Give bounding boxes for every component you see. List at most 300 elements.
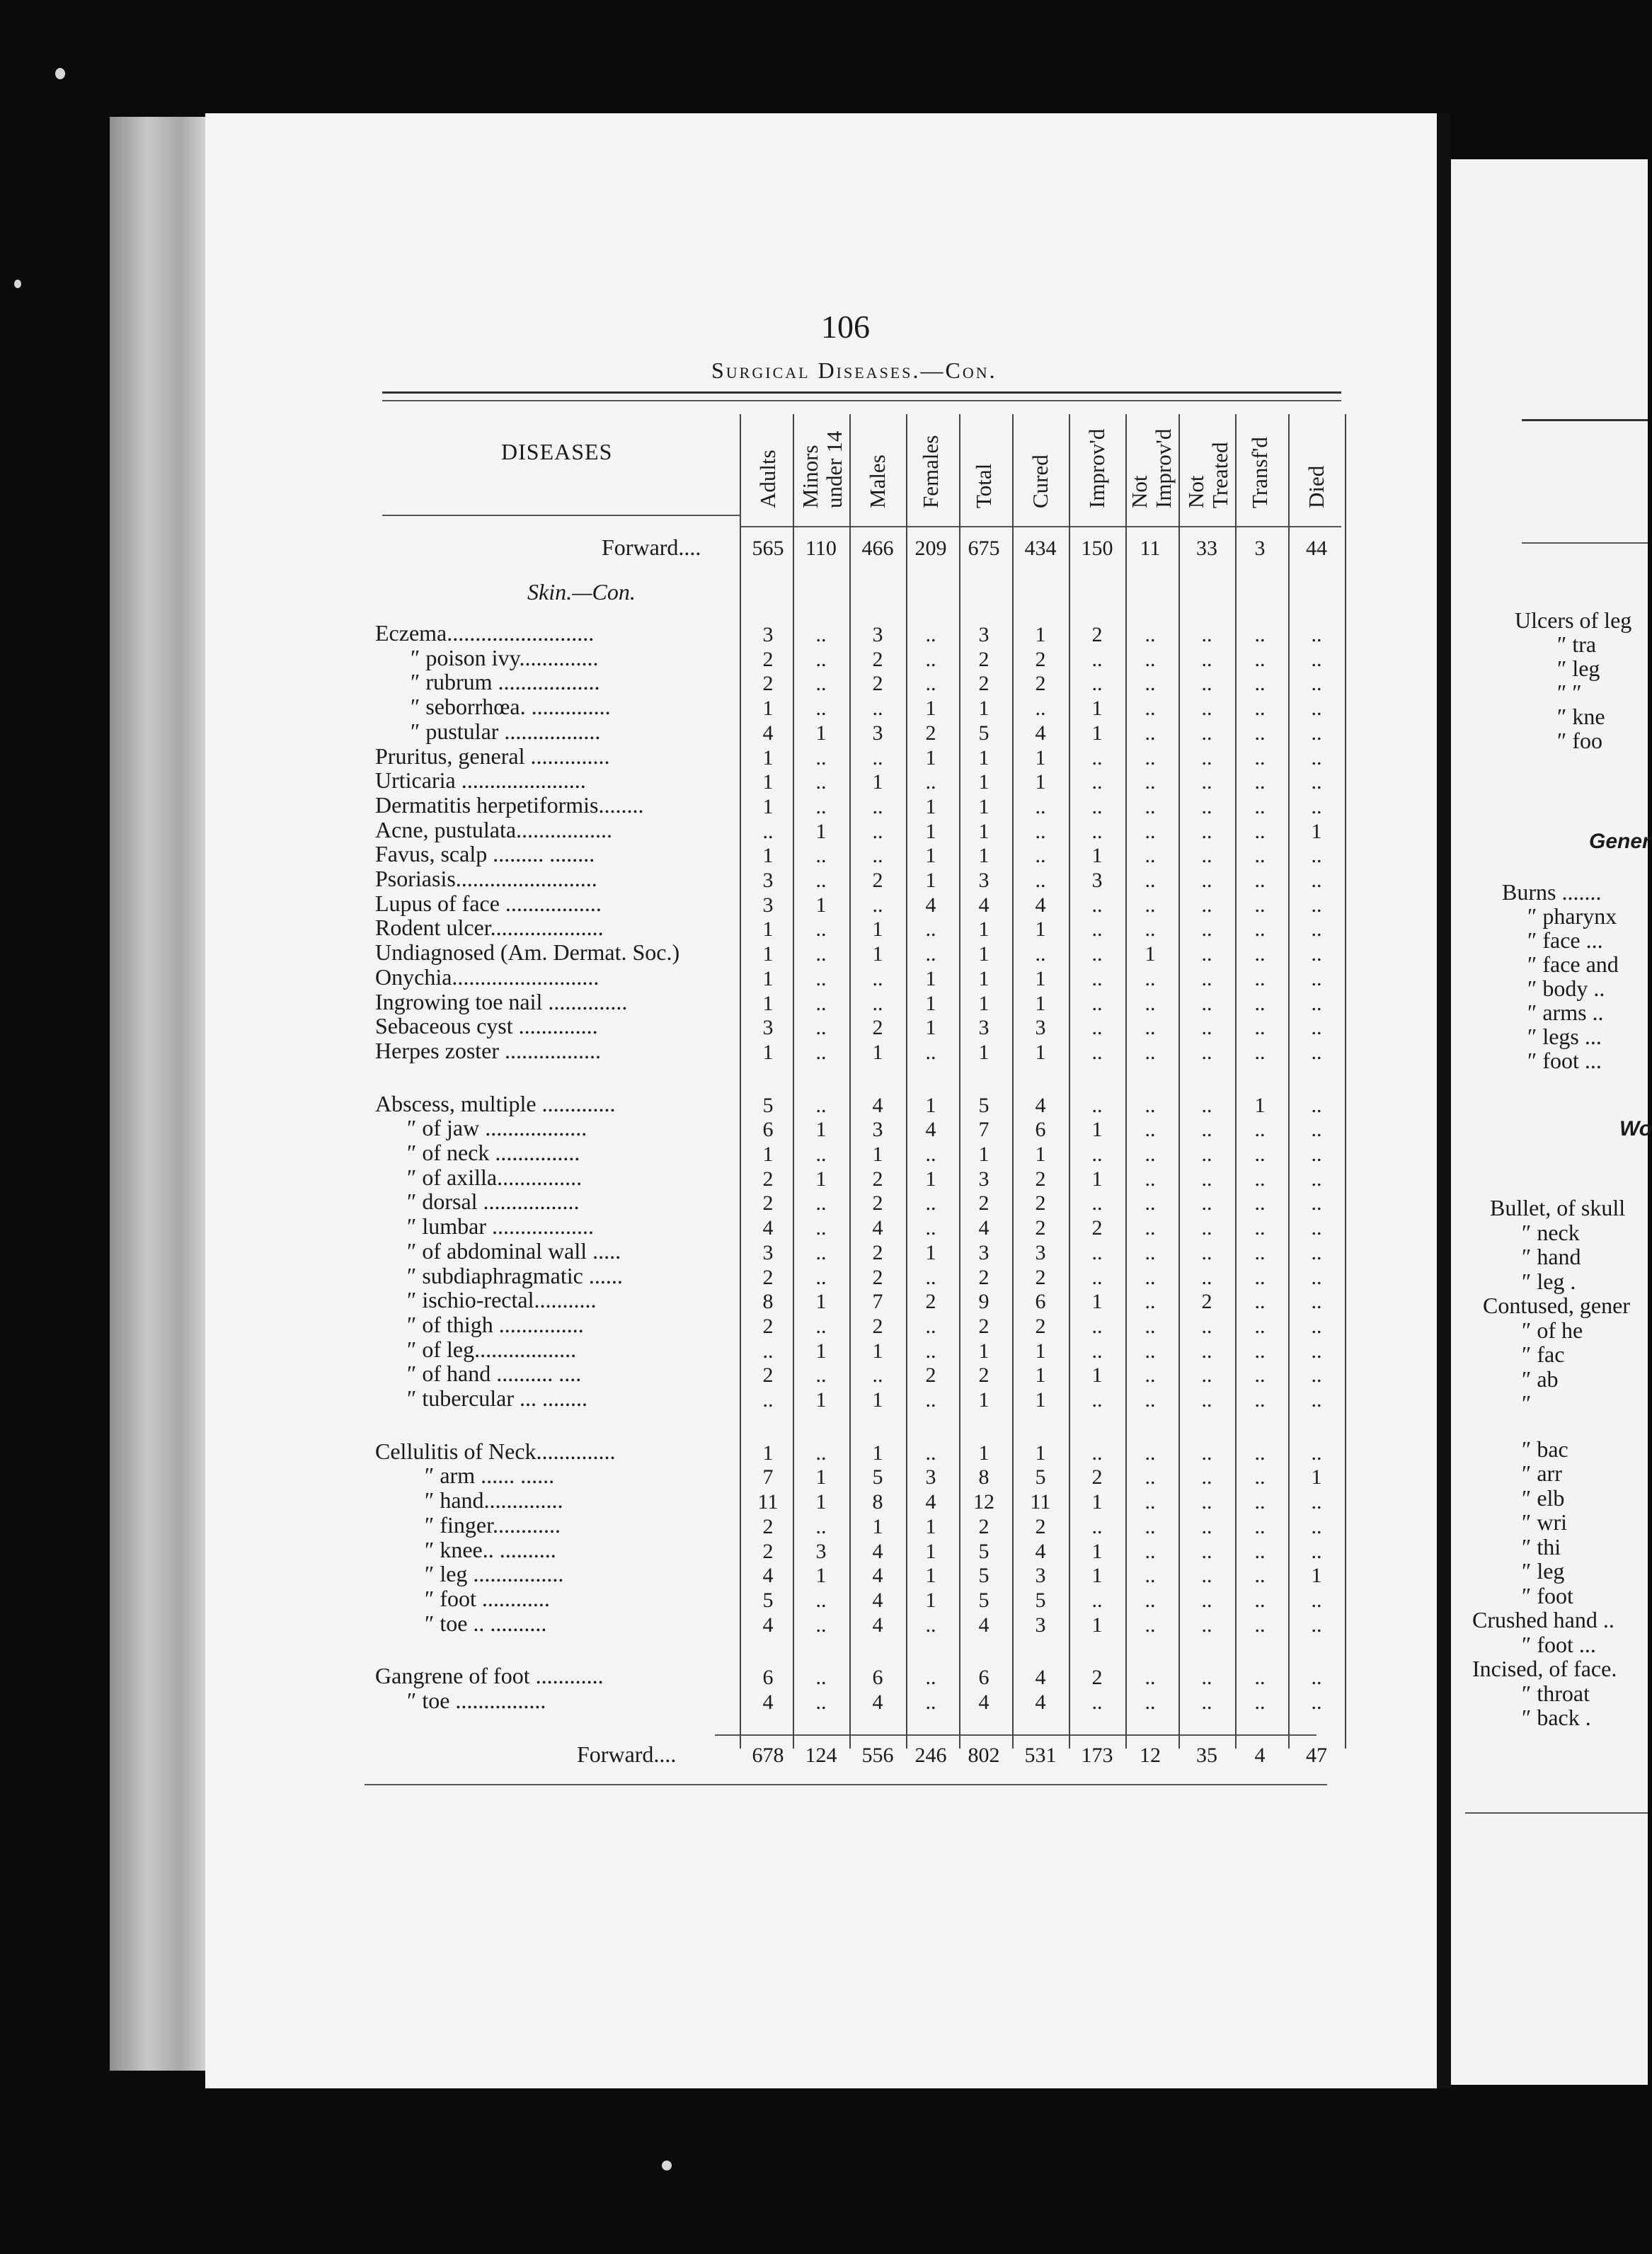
table-cell: 1 (978, 1441, 990, 1465)
dust-speck (662, 2161, 672, 2170)
right-page-line: Bullet, of skull (1490, 1195, 1626, 1220)
table-cell: 1 (815, 819, 827, 843)
table-cell: .. (1311, 1666, 1322, 1690)
table-cell: 1 (925, 1016, 936, 1040)
disease-label: Eczema.......................... (375, 620, 595, 646)
table-cell: .. (815, 869, 827, 892)
table-cell: .. (1145, 672, 1156, 696)
disease-label: ″ of thigh ............... (407, 1311, 584, 1337)
table-cell: 1 (1035, 917, 1046, 942)
table-cell: .. (1254, 991, 1266, 1015)
table-cell: 1 (1091, 1539, 1103, 1563)
table-cell: .. (1201, 893, 1212, 917)
table-cell: 1 (762, 991, 774, 1015)
table-cell: .. (815, 1143, 827, 1166)
top-rule (382, 391, 1341, 394)
table-cell: 1 (1035, 623, 1046, 646)
table-cell: .. (1091, 1191, 1103, 1215)
table-cell: .. (1145, 1388, 1156, 1412)
table-cell: 1 (978, 991, 990, 1015)
right-page-line: ″ foot ... (1522, 1631, 1596, 1657)
table-cell: 2 (978, 1265, 990, 1289)
table-cell: .. (1311, 991, 1322, 1015)
right-page-line: Crushed hand .. (1472, 1607, 1614, 1632)
table-cell: 1 (1311, 1465, 1322, 1489)
table-cell: .. (1254, 1564, 1266, 1588)
right-page-rule (1522, 542, 1648, 544)
table-cell: .. (1254, 770, 1266, 794)
table-cell: .. (1201, 1388, 1212, 1412)
table-cell: 3 (1035, 1564, 1046, 1588)
table-cell: 1 (1091, 1167, 1103, 1191)
table-cell: .. (1091, 819, 1103, 843)
table-cell: .. (1145, 1441, 1156, 1465)
table-cell: 8 (762, 1290, 774, 1314)
disease-label: ″ hand.............. (425, 1487, 563, 1514)
table-cell: .. (1145, 745, 1156, 770)
table-cell: 556 (861, 1744, 894, 1767)
table-cell: 1 (925, 1167, 936, 1191)
table-cell: 2 (762, 1265, 774, 1289)
right-page-line: ″ bac (1522, 1436, 1568, 1462)
table-cell: 7 (762, 1465, 774, 1489)
table-cell: 1 (978, 697, 990, 721)
table-cell: .. (1145, 893, 1156, 917)
table-cell: .. (1091, 1339, 1103, 1363)
table-cell: 4 (1035, 1539, 1046, 1563)
table-cell: 1 (1311, 819, 1322, 843)
table-cell: .. (1254, 1588, 1266, 1612)
right-page-line: Contused, gener (1483, 1293, 1630, 1318)
right-page-subhead: Wo (1619, 1117, 1652, 1140)
table-cell: .. (1311, 1118, 1322, 1142)
disease-label: Abscess, multiple ............. (375, 1090, 616, 1116)
top-rule-inner (382, 400, 1341, 401)
table-cell: 1 (978, 819, 990, 843)
right-page-line: ″ ab (1522, 1366, 1559, 1392)
table-cell: 1 (978, 794, 990, 818)
table-cell: 11 (1030, 1490, 1051, 1514)
table-cell: .. (815, 647, 827, 671)
table-cell: .. (1091, 647, 1103, 671)
column-rule (1288, 414, 1290, 1749)
table-cell: 1 (925, 1240, 936, 1264)
table-cell: .. (872, 844, 883, 868)
table-cell: 1 (815, 1388, 827, 1412)
table-cell: 1 (925, 1564, 936, 1588)
table-cell: 5 (872, 1465, 883, 1489)
table-cell: 2 (872, 1191, 883, 1215)
table-cell: .. (1254, 745, 1266, 770)
table-cell: .. (1201, 647, 1212, 671)
column-rule (1069, 414, 1070, 1749)
disease-label: ″ ischio-rectal........... (407, 1287, 597, 1313)
table-cell: 4 (1035, 1093, 1046, 1117)
table-cell: .. (1311, 672, 1322, 696)
table-cell: 2 (1091, 1666, 1103, 1690)
bottom-total-rule (715, 1734, 1317, 1736)
table-cell: .. (1201, 1363, 1212, 1388)
disease-label: ″ pustular ................. (411, 718, 601, 744)
table-cell: 1 (925, 745, 936, 770)
table-cell: .. (1311, 1339, 1322, 1363)
page-number: 106 (821, 309, 870, 345)
table-cell: 1 (925, 1539, 936, 1563)
table-cell: .. (1091, 1388, 1103, 1412)
table-cell: .. (1091, 942, 1103, 966)
table-cell: 4 (1035, 721, 1046, 745)
column-header: Transf'd (1247, 437, 1272, 508)
table-cell: .. (1145, 966, 1156, 990)
table-cell: 3 (872, 721, 883, 745)
table-cell: 1 (1091, 1290, 1103, 1314)
column-rule (793, 414, 794, 1749)
table-cell: 4 (978, 1690, 990, 1714)
right-page-line: ″ legs ... (1527, 1024, 1602, 1049)
table-cell: .. (1311, 1514, 1322, 1538)
table-cell: 2 (1035, 1216, 1046, 1240)
table-cell: 3 (762, 893, 774, 917)
dust-speck (55, 68, 65, 79)
table-cell: 1 (1035, 1339, 1046, 1363)
table-cell: 1 (925, 869, 936, 892)
table-cell: 4 (762, 1216, 774, 1240)
table-cell: .. (1311, 697, 1322, 721)
table-cell: .. (925, 672, 936, 696)
table-cell: .. (1311, 1690, 1322, 1714)
right-page-line: ″ leg . (1522, 1268, 1576, 1294)
disease-label: Psoriasis......................... (375, 866, 597, 891)
table-cell: .. (1201, 1265, 1212, 1289)
table-cell: .. (1311, 1191, 1322, 1215)
table-cell: 1 (815, 1118, 827, 1142)
table-cell: 5 (978, 1564, 990, 1588)
table-cell: 1 (978, 1339, 990, 1363)
bottom-rule (365, 1784, 1327, 1785)
table-cell: .. (1201, 1666, 1212, 1690)
column-header: Total (971, 463, 996, 508)
table-cell: 2 (925, 721, 936, 745)
table-cell: .. (1091, 1588, 1103, 1612)
table-cell: .. (1145, 1093, 1156, 1117)
disease-label: Lupus of face ................. (375, 890, 602, 916)
table-cell: .. (1201, 1143, 1212, 1166)
column-header: Females (918, 435, 943, 508)
table-cell: 1 (925, 1514, 936, 1538)
table-cell: .. (815, 991, 827, 1015)
table-cell: 1 (925, 794, 936, 818)
disease-label: ″ of neck ............... (407, 1140, 580, 1165)
disease-label: Sebaceous cyst .............. (375, 1013, 598, 1039)
table-cell: .. (815, 697, 827, 721)
table-cell: .. (872, 1363, 883, 1388)
table-cell: 3 (925, 1465, 936, 1489)
table-cell: .. (1201, 1167, 1212, 1191)
table-cell: .. (1254, 819, 1266, 843)
table-cell: .. (815, 1588, 827, 1612)
table-cell: 4 (872, 1613, 883, 1637)
table-cell: 1 (815, 721, 827, 745)
table-cell: 1 (872, 1441, 883, 1465)
table-cell: .. (1254, 672, 1266, 696)
section-title: Surgical Diseases.—Con. (711, 357, 997, 383)
table-cell: .. (1035, 844, 1046, 868)
disease-label: Herpes zoster ................. (375, 1037, 602, 1063)
table-cell: .. (1145, 721, 1156, 745)
table-cell: .. (1311, 1613, 1322, 1637)
book-gutter (1437, 113, 1451, 2088)
table-cell: .. (815, 1093, 827, 1117)
table-cell: .. (1311, 1290, 1322, 1314)
table-cell: .. (1254, 844, 1266, 868)
table-cell: .. (1254, 1118, 1266, 1142)
table-cell: 5 (978, 1093, 990, 1117)
table-cell: 4 (872, 1539, 883, 1563)
table-cell: 1 (872, 770, 883, 794)
column-header: Improv'd (1084, 428, 1109, 508)
table-cell: 3 (815, 1539, 827, 1563)
table-cell: 2 (762, 672, 774, 696)
table-cell: 1 (1035, 1143, 1046, 1166)
table-cell: 1 (762, 770, 774, 794)
table-cell: .. (1254, 1290, 1266, 1314)
disease-label: Urticaria ...................... (375, 767, 586, 794)
right-page-line: ″ thi (1522, 1533, 1561, 1560)
table-cell: .. (1311, 966, 1322, 990)
table-cell: .. (1091, 991, 1103, 1015)
table-cell: .. (1201, 1465, 1212, 1489)
table-cell: .. (1091, 1240, 1103, 1264)
table-cell: .. (1254, 893, 1266, 917)
table-cell: 12 (973, 1490, 994, 1514)
table-cell: 5 (762, 1093, 774, 1117)
table-cell: 35 (1196, 1744, 1217, 1767)
table-cell: .. (1201, 1690, 1212, 1714)
table-cell: 1 (1091, 1490, 1103, 1514)
right-page-line: ″ foot ... (1527, 1048, 1602, 1073)
table-cell: 1 (762, 844, 774, 868)
table-cell: 8 (978, 1465, 990, 1489)
column-header: Died (1304, 465, 1329, 508)
table-cell: .. (925, 770, 936, 794)
disease-label: ″ of axilla............... (407, 1164, 583, 1190)
table-cell: 2 (1035, 672, 1046, 696)
disease-label: ″ toe .. .......... (425, 1610, 547, 1636)
right-page-line: ″ wri (1522, 1509, 1567, 1535)
table-cell: .. (815, 1040, 827, 1064)
table-cell: 2 (925, 1290, 936, 1314)
table-cell: 1 (762, 745, 774, 770)
right-page-line: ″ ″ (1557, 680, 1582, 705)
table-cell: .. (1091, 1143, 1103, 1166)
table-cell: .. (1201, 745, 1212, 770)
table-cell: .. (815, 1240, 827, 1264)
table-cell: 1 (925, 966, 936, 990)
table-cell: .. (1145, 991, 1156, 1015)
disease-label: ″ dorsal ................. (407, 1189, 580, 1215)
table-cell: .. (1254, 1240, 1266, 1264)
column-header: Not Improv'd (1127, 428, 1176, 508)
table-cell: .. (1201, 1314, 1212, 1338)
table-cell: .. (1145, 1363, 1156, 1388)
table-cell: 2 (1035, 647, 1046, 671)
table-cell: .. (1311, 869, 1322, 892)
table-cell: .. (1201, 794, 1212, 818)
table-cell: 47 (1306, 1744, 1327, 1767)
table-cell: .. (925, 1143, 936, 1166)
table-cell: 4 (872, 1093, 883, 1117)
table-cell: 6 (872, 1666, 883, 1690)
table-cell: 2 (1201, 1290, 1212, 1314)
table-cell: .. (1254, 1265, 1266, 1289)
table-cell: .. (815, 1666, 827, 1690)
table-cell: .. (1311, 893, 1322, 917)
table-cell: .. (1201, 1040, 1212, 1064)
table-cell: 1 (815, 1167, 827, 1191)
right-page-line: ″ neck (1522, 1219, 1580, 1245)
table-cell: 1 (1035, 1388, 1046, 1412)
table-cell: .. (925, 1613, 936, 1637)
table-cell: 6 (978, 1666, 990, 1690)
table-cell: .. (1091, 1093, 1103, 1117)
table-cell: 209 (914, 537, 947, 560)
right-page-line: ″ fac (1522, 1341, 1565, 1367)
table-cell: 3 (978, 1240, 990, 1264)
column-header: Males (865, 454, 890, 508)
table-cell: 2 (872, 1240, 883, 1264)
table-cell: .. (925, 1216, 936, 1240)
table-cell: .. (1311, 942, 1322, 966)
table-cell: .. (1201, 869, 1212, 892)
table-cell: .. (1311, 1588, 1322, 1612)
table-cell: 2 (978, 1363, 990, 1388)
table-cell: 5 (978, 1588, 990, 1612)
table-cell: 2 (1035, 1314, 1046, 1338)
table-cell: 1 (762, 697, 774, 721)
disease-label: Cellulitis of Neck.............. (375, 1438, 616, 1464)
disease-label: ″ arm ...... ...... (425, 1463, 555, 1489)
table-cell: 3 (872, 623, 883, 646)
column-rule (1235, 414, 1237, 1749)
disease-label: ″ seborrhœa. .............. (411, 694, 611, 720)
right-page-line: ″ arr (1522, 1460, 1562, 1486)
table-cell: .. (1201, 819, 1212, 843)
table-cell: .. (1201, 844, 1212, 868)
table-cell: 6 (1035, 1118, 1046, 1142)
table-cell: .. (1145, 1490, 1156, 1514)
table-cell: .. (1145, 1290, 1156, 1314)
table-cell: 1 (1145, 942, 1156, 966)
table-cell: 1 (1091, 1564, 1103, 1588)
table-cell: 1 (762, 942, 774, 966)
table-cell: 2 (872, 869, 883, 892)
table-cell: .. (1201, 1118, 1212, 1142)
table-cell: .. (1145, 1191, 1156, 1215)
table-cell: .. (1311, 844, 1322, 868)
table-cell: .. (1145, 1539, 1156, 1563)
table-cell: .. (1201, 1514, 1212, 1538)
disease-label: ″ rubrum .................. (411, 669, 600, 695)
disease-label: Gangrene of foot ............ (375, 1663, 604, 1689)
table-cell: 4 (925, 1490, 936, 1514)
table-cell: 1 (978, 1388, 990, 1412)
table-cell: 1 (762, 917, 774, 942)
table-cell: .. (1254, 1539, 1266, 1563)
table-cell: 3 (762, 869, 774, 892)
table-cell: .. (1145, 1588, 1156, 1612)
table-cell: 150 (1081, 537, 1113, 560)
table-cell: .. (1254, 1216, 1266, 1240)
table-cell: .. (1254, 623, 1266, 646)
right-page-line: ″ pharynx (1527, 903, 1617, 929)
table-cell: 3 (978, 1016, 990, 1040)
table-cell: 1 (815, 1490, 827, 1514)
column-rule (959, 414, 960, 1749)
table-cell: .. (815, 1514, 827, 1538)
table-cell: 5 (978, 721, 990, 745)
table-cell: 466 (861, 537, 894, 560)
table-cell: 1 (762, 966, 774, 990)
table-cell: .. (872, 697, 883, 721)
table-cell: 124 (805, 1744, 837, 1767)
table-cell: .. (1035, 697, 1046, 721)
table-cell: .. (815, 1363, 827, 1388)
table-cell: 2 (762, 1191, 774, 1215)
table-cell: 1 (1091, 1613, 1103, 1637)
table-cell: 6 (762, 1666, 774, 1690)
table-cell: 4 (872, 1216, 883, 1240)
table-cell: 1 (978, 966, 990, 990)
table-cell: .. (815, 1314, 827, 1338)
disease-label: ″ lumbar .................. (407, 1213, 594, 1240)
table-cell: .. (872, 991, 883, 1015)
disease-label: ″ of hand .......... .... (407, 1361, 582, 1387)
disease-label: ″ of leg.................. (407, 1336, 577, 1362)
table-cell: 1 (925, 991, 936, 1015)
table-cell: 2 (872, 1167, 883, 1191)
table-cell: .. (815, 794, 827, 818)
column-rule (1178, 414, 1180, 1749)
table-cell: 1 (762, 1040, 774, 1064)
table-cell: 4 (1035, 893, 1046, 917)
disease-label: Rodent ulcer.................... (375, 915, 604, 941)
table-cell: 1 (762, 1441, 774, 1465)
table-cell: .. (872, 893, 883, 917)
table-cell: .. (1254, 869, 1266, 892)
table-cell: 2 (872, 1314, 883, 1338)
table-cell: .. (1311, 647, 1322, 671)
table-cell: 2 (872, 672, 883, 696)
table-cell: .. (925, 1388, 936, 1412)
table-cell: .. (815, 942, 827, 966)
table-cell: .. (1035, 942, 1046, 966)
table-cell: .. (872, 794, 883, 818)
table-cell: 3 (1035, 1016, 1046, 1040)
table-cell: 3 (978, 623, 990, 646)
table-cell: .. (1311, 917, 1322, 942)
table-cell: 1 (1254, 1093, 1266, 1117)
table-cell: .. (1145, 1143, 1156, 1166)
table-cell: .. (1311, 1539, 1322, 1563)
table-cell: .. (1145, 1314, 1156, 1338)
table-cell: 110 (805, 537, 837, 560)
table-cell: .. (815, 844, 827, 868)
table-cell: 3 (762, 623, 774, 646)
column-rule (1125, 414, 1127, 1749)
table-cell: 6 (1035, 1290, 1046, 1314)
table-cell: .. (1254, 1191, 1266, 1215)
table-cell: .. (1201, 672, 1212, 696)
